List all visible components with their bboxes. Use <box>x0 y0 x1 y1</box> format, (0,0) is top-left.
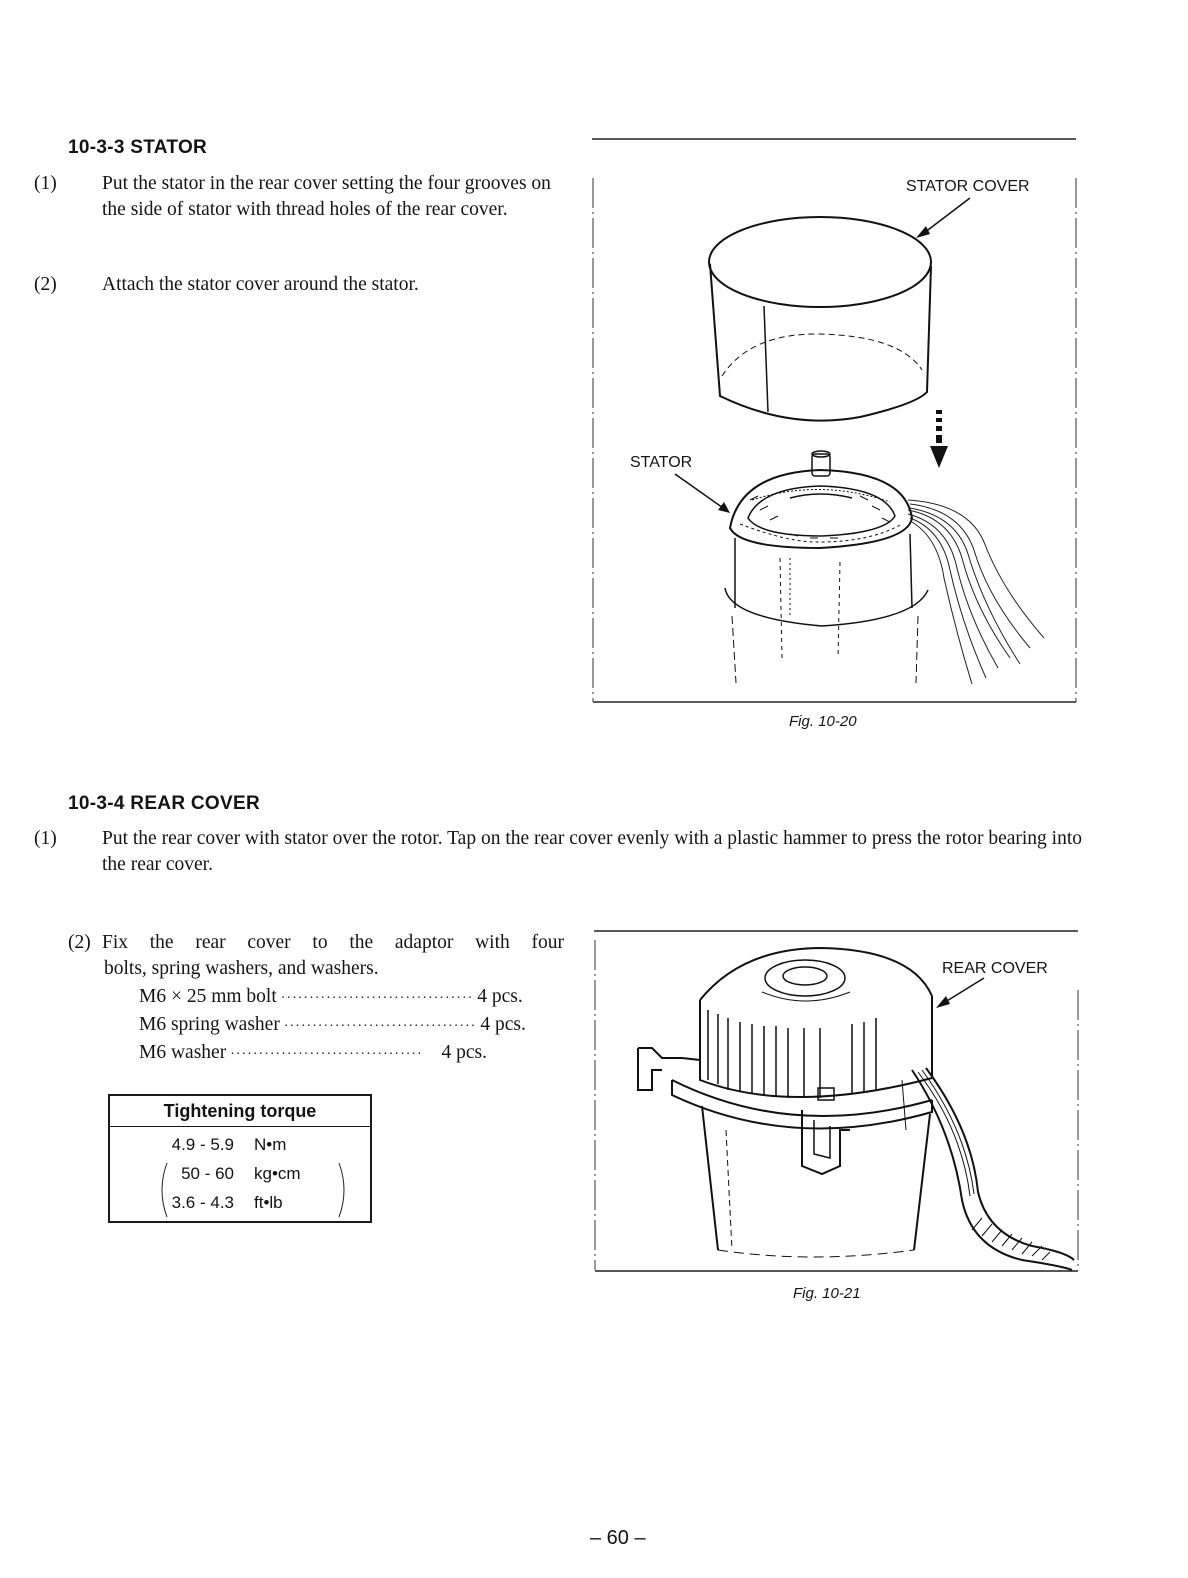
torque-row <box>110 1130 370 1159</box>
parts-list-item <box>139 984 523 1012</box>
torque-unit: kg•cm <box>254 1163 301 1183</box>
stator-drawing <box>725 451 928 683</box>
section-heading-stator: 10-3-3 STATOR <box>68 137 208 158</box>
parts-list-item <box>139 1012 526 1040</box>
label-rear-cover: REAR COVER <box>942 960 1048 977</box>
stator-step-1-text: Put the stator in the rear cover setting the four grooves on the side of stator with thread holes of the rear cover. <box>102 173 551 220</box>
section-heading-rear-cover: 10-3-4 REAR COVER <box>68 793 260 814</box>
parts-list <box>139 984 526 1068</box>
stator-step-2 <box>34 272 560 298</box>
leader-dots: ·································· <box>230 1047 423 1062</box>
stator-step-2-number: (2) <box>34 274 57 295</box>
part-name: M6 spring washer <box>139 1014 280 1035</box>
rear-cover-step-2 <box>68 930 564 982</box>
stator-step-1 <box>34 171 560 223</box>
part-qty: 4 pcs. <box>477 986 523 1007</box>
leader-dots: ·································· <box>283 1019 477 1034</box>
rear-cover-drawing <box>638 948 1074 1270</box>
stator-step-2-text: Attach the stator cover around the stator. <box>102 274 419 295</box>
torque-value: 4.9 - 5.9 <box>171 1134 234 1154</box>
rear-cover-step-2-line-2: bolts, spring washers, and washers. <box>104 958 379 979</box>
figure-10-20 <box>590 138 1078 704</box>
rear-cover-step-2-line-1: Fix the rear cover to the adaptor with four <box>102 932 564 953</box>
down-arrow-icon <box>930 410 948 468</box>
rear-cover-assembly-illustration <box>592 930 1080 1274</box>
rear-cover-step-1-number: (1) <box>34 828 57 849</box>
rear-cover-step-1-text: Put the rear cover with stator over the rotor. Tap on the rear cover evenly with a plastic hammer to press the rotor bearing into the rear cover. <box>102 828 1082 875</box>
torque-table-title: Tightening torque <box>110 1096 370 1127</box>
parts-list-item <box>139 1040 487 1068</box>
caption-fig-10-21: Fig. 10-21 <box>793 1285 861 1302</box>
rear-cover-step-2-number: (2) <box>68 932 91 953</box>
leader-dots: ·································· <box>280 991 474 1006</box>
torque-unit: ft•lb <box>254 1192 283 1212</box>
page-number: – 60 – <box>590 1527 646 1549</box>
stator-wires <box>908 500 1044 684</box>
part-name: M6 washer <box>139 1042 227 1063</box>
stator-assembly-illustration <box>590 138 1078 704</box>
label-stator-cover: STATOR COVER <box>906 178 1030 195</box>
torque-value: 50 - 60 <box>181 1163 234 1183</box>
stator-step-1-number: (1) <box>34 173 57 194</box>
tightening-torque-table <box>108 1094 372 1223</box>
stator-cover-drawing <box>709 217 931 421</box>
part-name: M6 × 25 mm bolt <box>139 986 277 1007</box>
rear-cover-step-1 <box>34 826 1088 878</box>
part-qty: 4 pcs. <box>480 1014 526 1035</box>
figure-10-21 <box>592 930 1080 1274</box>
torque-unit: N•m <box>254 1134 287 1154</box>
part-qty: 4 pcs. <box>441 1042 487 1063</box>
torque-value: 3.6 - 4.3 <box>171 1192 234 1212</box>
label-stator: STATOR <box>630 454 693 471</box>
caption-fig-10-20: Fig. 10-20 <box>789 713 857 730</box>
torque-row <box>110 1159 370 1188</box>
torque-row <box>110 1188 370 1217</box>
